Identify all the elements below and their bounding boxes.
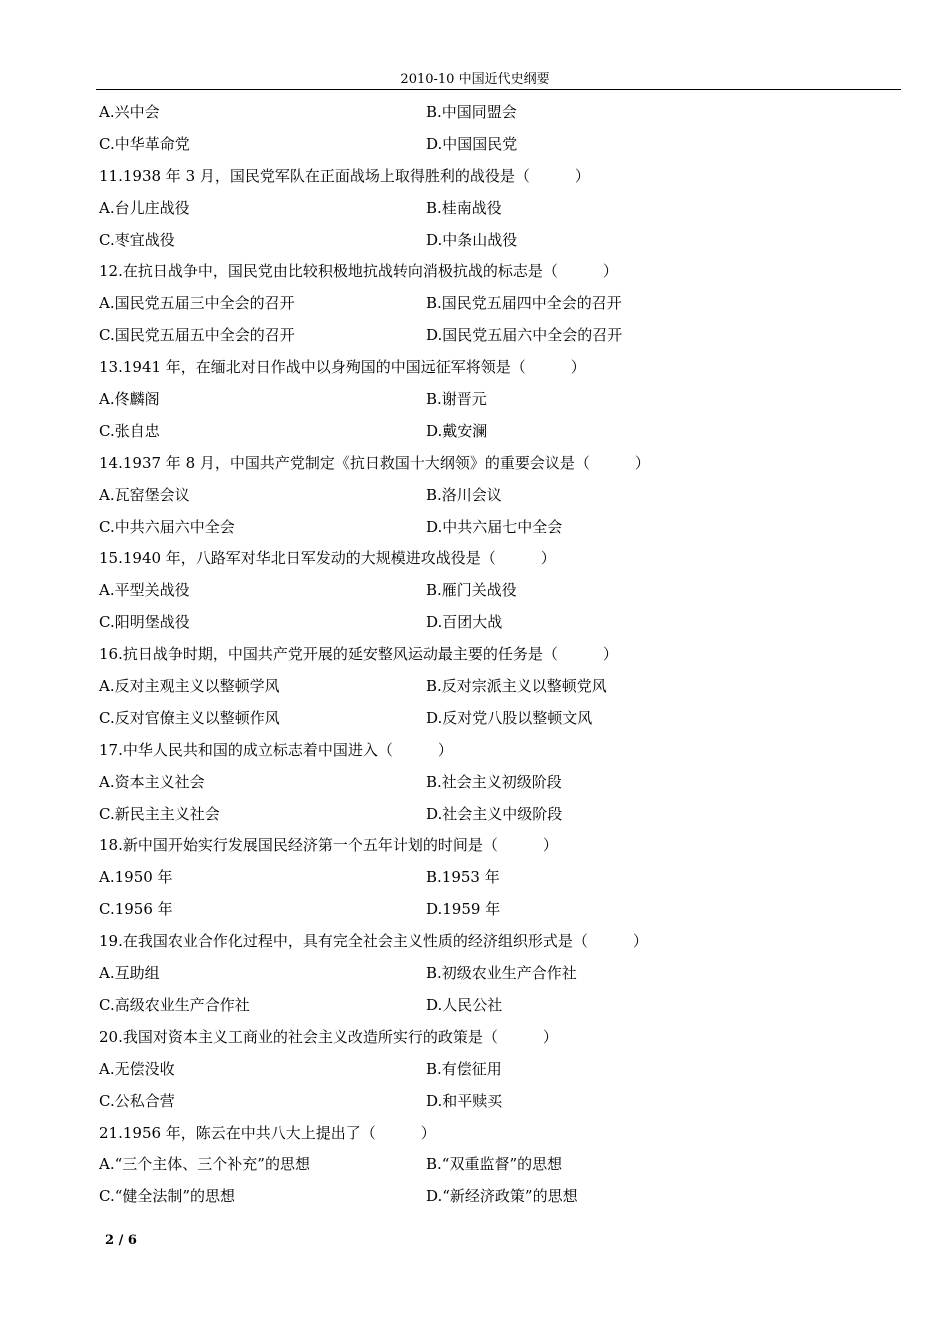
option-right: D.中国国民党 bbox=[426, 134, 518, 153]
option-row bbox=[99, 384, 901, 416]
option-left: A.无偿没收 bbox=[99, 1059, 175, 1078]
page-header-title: 2010-10 中国近代史纲要 bbox=[400, 72, 550, 87]
question-stem: 19.在我国农业合作化过程中，具有完全社会主义性质的经济组织形式是（ ） bbox=[99, 932, 648, 951]
question-stem: 21.1956 年，陈云在中共八大上提出了（ ） bbox=[99, 1123, 436, 1142]
option-left: C.中共六届六中全会 bbox=[99, 517, 235, 536]
option-left: C.1956 年 bbox=[99, 900, 173, 919]
option-left: A.国民党五届三中全会的召开 bbox=[99, 294, 295, 313]
option-right: D.中条山战役 bbox=[426, 230, 518, 249]
option-row bbox=[99, 703, 901, 735]
option-row bbox=[99, 671, 901, 703]
option-right: B.社会主义初级阶段 bbox=[426, 772, 562, 791]
option-left: C.中华革命党 bbox=[99, 134, 190, 153]
option-row bbox=[99, 958, 901, 990]
option-right: B.有偿征用 bbox=[426, 1059, 502, 1078]
option-left: C.张自忠 bbox=[99, 421, 160, 440]
question-stem: 16.抗日战争时期，中国共产党开展的延安整风运动最主要的任务是（ ） bbox=[99, 645, 618, 664]
option-right: B.初级农业生产合作社 bbox=[426, 964, 577, 983]
option-right: D.人民公社 bbox=[426, 995, 503, 1014]
option-left: A.平型关战役 bbox=[99, 581, 190, 600]
option-row bbox=[99, 607, 901, 639]
question-stem: 17.中华人民共和国的成立标志着中国进入（ ） bbox=[99, 740, 453, 759]
option-left: C.高级农业生产合作社 bbox=[99, 995, 250, 1014]
option-row bbox=[99, 320, 901, 352]
option-left: C.枣宜战役 bbox=[99, 230, 175, 249]
option-right: D.社会主义中级阶段 bbox=[426, 804, 563, 823]
option-right: D.反对党八股以整顿文风 bbox=[426, 708, 593, 727]
option-left: C.“健全法制”的思想 bbox=[99, 1187, 236, 1206]
option-left: C.阳明堡战役 bbox=[99, 613, 190, 632]
option-left: A.兴中会 bbox=[99, 103, 160, 121]
option-row bbox=[99, 575, 901, 607]
option-right: B.反对宗派主义以整顿党风 bbox=[426, 677, 607, 696]
option-right: B.1953 年 bbox=[426, 868, 500, 887]
option-row bbox=[99, 512, 901, 544]
question-stem: 15.1940 年，八路军对华北日军发动的大规模进攻战役是（ ） bbox=[99, 549, 556, 568]
option-row bbox=[99, 225, 901, 257]
option-right: B.雁门关战役 bbox=[426, 581, 517, 600]
option-row bbox=[99, 1086, 901, 1118]
option-row bbox=[99, 97, 901, 129]
option-left: A.1950 年 bbox=[99, 868, 173, 887]
option-right: B.国民党五届四中全会的召开 bbox=[426, 294, 622, 313]
option-left: C.国民党五届五中全会的召开 bbox=[99, 326, 295, 345]
option-row bbox=[99, 129, 901, 161]
option-row bbox=[99, 894, 901, 926]
option-left: A.“三个主体、三个补充”的思想 bbox=[99, 1155, 310, 1174]
question-stem: 20.我国对资本主义工商业的社会主义改造所实行的政策是（ ） bbox=[99, 1027, 558, 1046]
option-row bbox=[99, 480, 901, 512]
option-row bbox=[99, 1181, 901, 1213]
document-body bbox=[99, 97, 901, 1213]
option-right: B.“双重监督”的思想 bbox=[426, 1155, 563, 1174]
option-right: B.谢晋元 bbox=[426, 390, 487, 409]
option-right: B.洛川会议 bbox=[426, 485, 502, 504]
option-right: D.戴安澜 bbox=[426, 421, 488, 440]
option-left: A.台儿庄战役 bbox=[99, 198, 190, 217]
page-number: 2 / 6 bbox=[105, 1233, 137, 1248]
option-left: C.公私合营 bbox=[99, 1091, 175, 1110]
option-right: D.国民党五届六中全会的召开 bbox=[426, 326, 623, 345]
option-left: A.反对主观主义以整顿学风 bbox=[99, 677, 280, 696]
question-stem: 14.1937 年 8 月，中国共产党制定《抗日救国十大纲领》的重要会议是（ ） bbox=[99, 453, 650, 472]
question-stem: 18.新中国开始实行发展国民经济第一个五年计划的时间是（ ） bbox=[99, 836, 558, 855]
option-right: D.和平赎买 bbox=[426, 1091, 503, 1110]
header-divider bbox=[96, 89, 901, 90]
option-row bbox=[99, 193, 901, 225]
option-right: D.1959 年 bbox=[426, 900, 501, 919]
option-right: B.桂南战役 bbox=[426, 198, 502, 217]
option-row bbox=[99, 1054, 901, 1086]
option-left: A.互助组 bbox=[99, 964, 160, 983]
option-right: B.中国同盟会 bbox=[426, 103, 517, 121]
option-left: A.佟麟阁 bbox=[99, 390, 160, 409]
option-row bbox=[99, 767, 901, 799]
option-left: C.反对官僚主义以整顿作风 bbox=[99, 708, 280, 727]
option-right: D.百团大战 bbox=[426, 613, 503, 632]
option-right: D.“新经济政策”的思想 bbox=[426, 1187, 578, 1206]
option-left: A.资本主义社会 bbox=[99, 772, 205, 791]
question-stem: 12.在抗日战争中，国民党由比较积极地抗战转向消极抗战的标志是（ ） bbox=[99, 262, 618, 281]
option-row bbox=[99, 1149, 901, 1181]
question-stem: 13.1941 年，在缅北对日作战中以身殉国的中国远征军将领是（ ） bbox=[99, 358, 586, 377]
option-row bbox=[99, 288, 901, 320]
question-stem: 11.1938 年 3 月，国民党军队在正面战场上取得胜利的战役是（ ） bbox=[99, 166, 590, 185]
option-row bbox=[99, 990, 901, 1022]
option-row bbox=[99, 416, 901, 448]
option-left: C.新民主主义社会 bbox=[99, 804, 220, 823]
option-right: D.中共六届七中全会 bbox=[426, 517, 563, 536]
option-row bbox=[99, 862, 901, 894]
option-row bbox=[99, 799, 901, 831]
option-left: A.瓦窑堡会议 bbox=[99, 485, 190, 504]
